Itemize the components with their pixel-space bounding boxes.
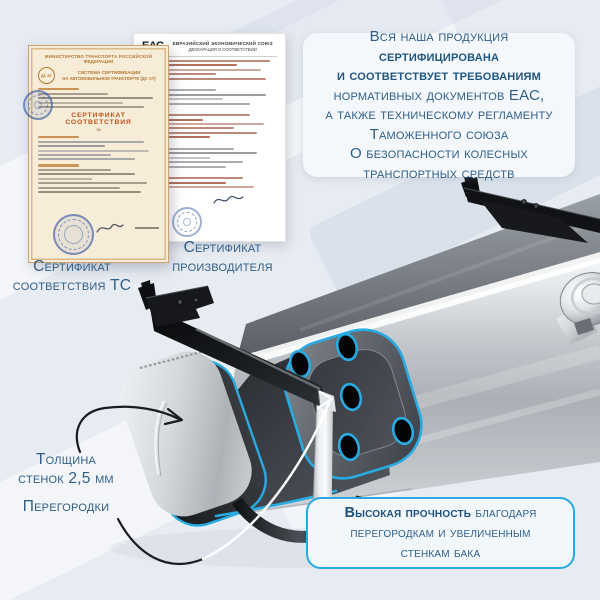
stamp-icon xyxy=(53,214,94,255)
claims-line: Вся наша продукция xyxy=(369,28,509,45)
signature-icon xyxy=(212,193,246,207)
certification-system-line: СИСТЕМА СЕРТИФИКАЦИИ xyxy=(77,70,141,75)
wall-thickness-label: Толщина стенок 2,5 мм xyxy=(18,451,114,487)
signature-icon xyxy=(95,220,125,236)
mounting-bracket-left xyxy=(138,280,214,327)
certificate-text-lines xyxy=(38,169,159,193)
certificate-text-lines xyxy=(38,141,159,161)
certificate-header: ЕВРАЗИЙСКИЙ ЭКОНОМИЧЕСКИЙ СОЮЗ xyxy=(172,41,273,46)
certification-system-line: НА АВТОМОБИЛЬНОМ ТРАНСПОРТЕ (ДС АТ) xyxy=(62,76,156,81)
certificate-manufacturer-label: Сертификат производителя xyxy=(172,239,273,275)
claims-line: а также техническому регламенту xyxy=(325,106,553,123)
certificate-text-lines xyxy=(38,93,159,108)
section-label-bar xyxy=(38,136,79,138)
stamp-icon xyxy=(23,90,53,120)
strength-card xyxy=(306,497,575,569)
certificate-subheader: ДЕКЛАРАЦИЯ О СООТВЕТСТВИИ xyxy=(188,47,257,52)
product-claims-card xyxy=(303,28,575,182)
certificate-number: № xyxy=(96,126,101,132)
certificate-title: СЕРТИФИКАТ СООТВЕТСТВИЯ xyxy=(65,111,132,126)
claims-line: и соответствует требованиям xyxy=(336,67,542,84)
section-label-bar xyxy=(38,88,79,90)
claims-line: Таможенного союза xyxy=(369,125,509,143)
stamp-icon xyxy=(172,207,202,237)
strength-line: стенкам бака xyxy=(400,545,481,561)
baffles-label: Перегородки xyxy=(22,498,110,515)
certificate-ministry-line: МИНИСТЕРСТВО ТРАНСПОРТА РОССИЙСКОЙ ФЕДЕРАЦИИ xyxy=(44,54,153,64)
ds-at-emblem: ДС АТ xyxy=(38,67,55,84)
signature-icon xyxy=(134,224,160,232)
certificate-ts-document xyxy=(28,45,169,263)
strength-line: Высокая прочность благодаря xyxy=(344,505,537,521)
certificate-ts-label: Сертификат соответствия ТС xyxy=(12,258,132,294)
claims-line: нормативных документов ЕАС, xyxy=(333,86,545,104)
claims-line: О безопасности колесных xyxy=(350,145,528,162)
section-label-bar xyxy=(38,164,79,166)
claims-line: сертифицирована xyxy=(378,47,500,65)
strength-line: перегородкам и увеличенным xyxy=(350,525,531,541)
claims-line: транспортных средств xyxy=(363,164,515,182)
